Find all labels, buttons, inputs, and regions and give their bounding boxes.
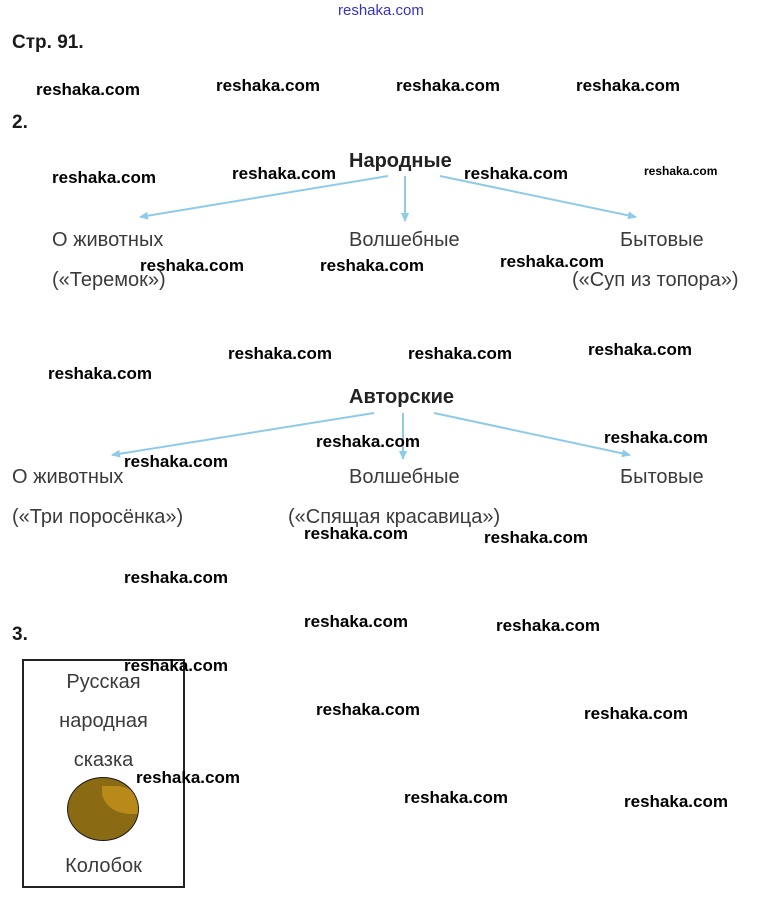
- watermark: reshaka.com: [500, 252, 604, 271]
- watermark: reshaka.com: [136, 768, 240, 787]
- folk-everyday-example: («Суп из топора»): [572, 269, 739, 291]
- watermark: reshaka.com: [140, 256, 244, 275]
- site-header-link[interactable]: reshaka.com: [338, 2, 424, 19]
- watermark: reshaka.com: [52, 168, 156, 187]
- watermark: reshaka.com: [320, 256, 424, 275]
- book-cover-caption: Колобок: [65, 855, 142, 877]
- author-arrow-everyday: [434, 413, 630, 455]
- watermark: reshaka.com: [396, 76, 500, 95]
- watermark: reshaka.com: [404, 788, 508, 807]
- watermark: reshaka.com: [304, 612, 408, 631]
- watermark: reshaka.com: [124, 568, 228, 587]
- author-animals-label: О животных: [12, 466, 124, 488]
- author-magic-example: («Спящая красавица»): [288, 506, 501, 528]
- watermark: reshaka.com: [124, 452, 228, 471]
- watermark: reshaka.com: [36, 80, 140, 99]
- watermark: reshaka.com: [624, 792, 728, 811]
- watermark: reshaka.com: [604, 428, 708, 447]
- watermark: reshaka.com: [232, 164, 336, 183]
- watermark: reshaka.com: [316, 432, 420, 451]
- watermark: reshaka.com: [576, 76, 680, 95]
- kolobok-illustration: [67, 777, 139, 841]
- book-cover-line-2: народная: [59, 710, 148, 732]
- book-cover-line-1: Русская: [66, 671, 141, 693]
- watermark: reshaka.com: [408, 344, 512, 363]
- watermark: reshaka.com: [48, 364, 152, 383]
- watermark: reshaka.com: [588, 340, 692, 359]
- author-magic-label: Волшебные: [349, 466, 460, 488]
- page-title: Стр. 91.: [12, 32, 84, 53]
- folk-magic-label: Волшебные: [349, 229, 460, 251]
- watermark: reshaka.com: [484, 528, 588, 547]
- watermark: reshaka.com: [316, 700, 420, 719]
- watermark: reshaka.com: [124, 656, 228, 675]
- task-3-number: 3.: [12, 624, 28, 645]
- book-cover-line-3: сказка: [73, 749, 134, 771]
- watermark: reshaka.com: [584, 704, 688, 723]
- author-tales-root: Авторские: [349, 386, 454, 408]
- watermark: reshaka.com: [464, 164, 568, 183]
- author-animals-example: («Три поросёнка»): [12, 506, 184, 528]
- watermark: reshaka.com: [496, 616, 600, 635]
- folk-animals-label: О животных: [52, 229, 164, 251]
- author-everyday-label: Бытовые: [620, 466, 704, 488]
- watermark: reshaka.com: [304, 524, 408, 543]
- folk-everyday-label: Бытовые: [620, 229, 704, 251]
- folk-tales-root: Народные: [349, 150, 452, 172]
- watermark: reshaka.com: [228, 344, 332, 363]
- task-2-number: 2.: [12, 112, 28, 133]
- watermark: reshaka.com: [644, 164, 718, 178]
- watermark: reshaka.com: [216, 76, 320, 95]
- folk-animals-example: («Теремок»): [52, 269, 166, 291]
